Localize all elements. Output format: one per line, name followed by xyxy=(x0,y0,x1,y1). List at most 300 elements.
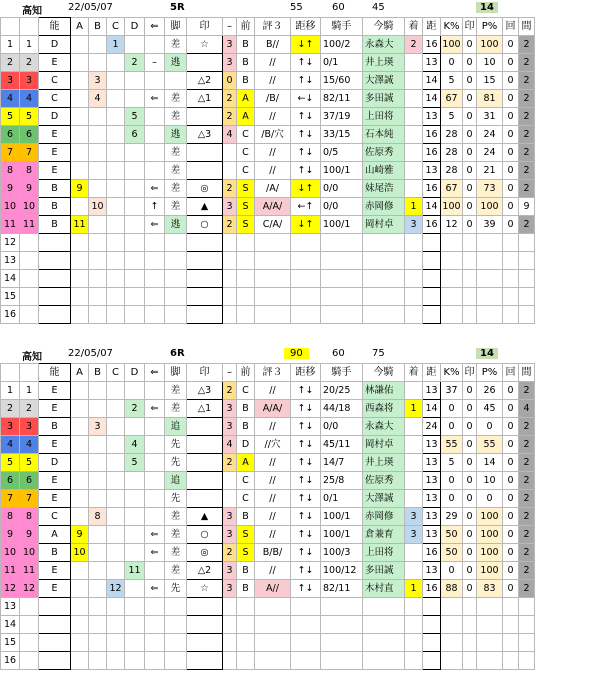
table-row xyxy=(1,436,535,454)
table-row xyxy=(1,382,535,400)
column-header-dist-move: 距移 xyxy=(291,364,321,382)
count: 0 xyxy=(503,382,519,400)
distance: 16 xyxy=(423,144,441,162)
current-jockey xyxy=(363,652,405,670)
ability-grade: B xyxy=(39,418,71,436)
k-percent: 5 xyxy=(441,108,463,126)
rank-b xyxy=(89,216,107,234)
current-jockey: 木村直 xyxy=(363,580,405,598)
k-percent: 29 xyxy=(441,508,463,526)
arrow xyxy=(145,252,165,270)
table-row xyxy=(1,288,535,306)
rank-a: 9 xyxy=(71,180,89,198)
p-percent: 10 xyxy=(477,54,503,72)
rank-b xyxy=(89,562,107,580)
prediction-mark xyxy=(187,652,223,670)
count: 0 xyxy=(503,562,519,580)
dist-move xyxy=(291,252,321,270)
p-percent: 81 xyxy=(477,90,503,108)
arrow xyxy=(145,418,165,436)
m-value xyxy=(223,472,237,490)
running-style xyxy=(165,306,187,324)
i-value xyxy=(463,598,477,616)
distance: 13 xyxy=(423,454,441,472)
finish: 1 xyxy=(405,400,423,418)
ability-grade xyxy=(39,652,71,670)
gate-number xyxy=(20,288,39,306)
dist-move: ←↓ xyxy=(291,90,321,108)
p-percent xyxy=(477,598,503,616)
race-number: 5R xyxy=(170,2,185,13)
horse-number: 12 xyxy=(1,580,20,598)
distance: 13 xyxy=(423,382,441,400)
column-header-i-value: 印 xyxy=(463,18,477,36)
rank-d xyxy=(125,526,145,544)
rank-d xyxy=(125,306,145,324)
p-percent: 39 xyxy=(477,216,503,234)
rank-b xyxy=(89,652,107,670)
distance: 16 xyxy=(423,126,441,144)
arrow xyxy=(145,436,165,454)
table-row xyxy=(1,144,535,162)
interval: 2 xyxy=(519,144,535,162)
eval-3: B// xyxy=(255,36,291,54)
rank-d xyxy=(125,198,145,216)
distance-header: 14 xyxy=(476,2,498,13)
column-header-eval-3: 評３ xyxy=(255,364,291,382)
ability-grade: B xyxy=(39,216,71,234)
rank-d xyxy=(125,616,145,634)
rank-c xyxy=(107,270,125,288)
arrow xyxy=(145,234,165,252)
m-value: 3 xyxy=(223,418,237,436)
rank-b xyxy=(89,382,107,400)
p-percent: 10 xyxy=(477,472,503,490)
column-header-horse-number xyxy=(1,364,20,382)
i-value: 0 xyxy=(463,198,477,216)
ability-grade: E xyxy=(39,382,71,400)
horse-number: 10 xyxy=(1,198,20,216)
i-value xyxy=(463,652,477,670)
column-header-rank-b: B xyxy=(89,364,107,382)
count: 0 xyxy=(503,108,519,126)
front-grade xyxy=(237,234,255,252)
column-header-prediction-mark: 印 xyxy=(187,18,223,36)
rank-d: 4 xyxy=(125,436,145,454)
rank-c xyxy=(107,544,125,562)
count: 0 xyxy=(503,72,519,90)
p-percent: 0 xyxy=(477,418,503,436)
gate-number: 11 xyxy=(20,562,39,580)
rank-c xyxy=(107,382,125,400)
arrow xyxy=(145,490,165,508)
interval xyxy=(519,634,535,652)
ability-grade: B xyxy=(39,180,71,198)
column-header-m-value: – xyxy=(223,364,237,382)
running-style xyxy=(165,72,187,90)
prediction-mark xyxy=(187,270,223,288)
current-jockey xyxy=(363,598,405,616)
m-value xyxy=(223,288,237,306)
p-percent xyxy=(477,616,503,634)
rank-c xyxy=(107,144,125,162)
current-jockey xyxy=(363,306,405,324)
front-grade: A xyxy=(237,108,255,126)
gate-number: 7 xyxy=(20,490,39,508)
rank-d xyxy=(125,382,145,400)
i-value: 0 xyxy=(463,144,477,162)
m-value: 3 xyxy=(223,508,237,526)
horse-number: 16 xyxy=(1,306,20,324)
ability-grade xyxy=(39,288,71,306)
prediction-mark: △1 xyxy=(187,400,223,418)
i-value: 0 xyxy=(463,126,477,144)
arrow xyxy=(145,144,165,162)
rank-a xyxy=(71,580,89,598)
m-value: 3 xyxy=(223,54,237,72)
running-style: 差 xyxy=(165,198,187,216)
running-style: 差 xyxy=(165,180,187,198)
rank-b xyxy=(89,616,107,634)
count: 0 xyxy=(503,472,519,490)
p-percent: 100 xyxy=(477,508,503,526)
distance: 13 xyxy=(423,562,441,580)
rank-b xyxy=(89,36,107,54)
dist-move: ↑↓ xyxy=(291,72,321,90)
current-jockey: 永森大 xyxy=(363,418,405,436)
distance xyxy=(423,598,441,616)
p-percent: 24 xyxy=(477,144,503,162)
column-header-eval-3: 評３ xyxy=(255,18,291,36)
ability-grade xyxy=(39,306,71,324)
distance: 14 xyxy=(423,90,441,108)
dist-move: ↑↓ xyxy=(291,162,321,180)
column-header-arrow: ⇐ xyxy=(145,18,165,36)
k-percent xyxy=(441,234,463,252)
finish: 2 xyxy=(405,36,423,54)
jockey-record xyxy=(321,252,363,270)
rank-c: 12 xyxy=(107,580,125,598)
p-percent: 26 xyxy=(477,382,503,400)
finish xyxy=(405,454,423,472)
eval-3: A/A/ xyxy=(255,400,291,418)
interval: 2 xyxy=(519,418,535,436)
rank-a xyxy=(71,144,89,162)
arrow: – xyxy=(145,54,165,72)
interval: 2 xyxy=(519,90,535,108)
column-header-gate-number xyxy=(20,18,39,36)
front-grade: C xyxy=(237,162,255,180)
front-grade xyxy=(237,270,255,288)
table-row xyxy=(1,234,535,252)
i-value: 0 xyxy=(463,400,477,418)
rank-d: 5 xyxy=(125,454,145,472)
jockey-record: 82/11 xyxy=(321,90,363,108)
rank-d xyxy=(125,652,145,670)
count xyxy=(503,288,519,306)
finish xyxy=(405,418,423,436)
table-row xyxy=(1,36,535,54)
front-grade: D xyxy=(237,436,255,454)
rank-d xyxy=(125,252,145,270)
i-value: 0 xyxy=(463,382,477,400)
front-grade: C xyxy=(237,490,255,508)
prediction-mark xyxy=(187,252,223,270)
i-value: 0 xyxy=(463,472,477,490)
horse-number: 12 xyxy=(1,234,20,252)
jockey-record: 45/11 xyxy=(321,436,363,454)
front-grade: B xyxy=(237,72,255,90)
horse-number: 11 xyxy=(1,562,20,580)
gate-number xyxy=(20,306,39,324)
k-percent: 0 xyxy=(441,490,463,508)
dist-move xyxy=(291,598,321,616)
table-row xyxy=(1,306,535,324)
ability-grade: E xyxy=(39,126,71,144)
rank-c xyxy=(107,652,125,670)
rank-a xyxy=(71,508,89,526)
current-jockey: 岡村卓 xyxy=(363,216,405,234)
current-jockey: 赤岡修 xyxy=(363,198,405,216)
rank-c xyxy=(107,436,125,454)
rank-a: 10 xyxy=(71,544,89,562)
front-grade: A xyxy=(237,454,255,472)
current-jockey xyxy=(363,616,405,634)
prediction-mark: ◎ xyxy=(187,544,223,562)
k-percent xyxy=(441,634,463,652)
distance xyxy=(423,270,441,288)
k-percent: 88 xyxy=(441,580,463,598)
arrow: ⇐ xyxy=(145,400,165,418)
running-style xyxy=(165,634,187,652)
rank-a xyxy=(71,306,89,324)
rank-b xyxy=(89,126,107,144)
current-jockey: 多田誠 xyxy=(363,562,405,580)
running-style: 差 xyxy=(165,526,187,544)
eval-3: /B/穴 xyxy=(255,126,291,144)
running-style: 差 xyxy=(165,382,187,400)
count xyxy=(503,652,519,670)
p-percent xyxy=(477,288,503,306)
ability-grade: D xyxy=(39,454,71,472)
column-header-front-grade: 前 xyxy=(237,364,255,382)
column-header-count: 回 xyxy=(503,364,519,382)
rank-a xyxy=(71,490,89,508)
i-value: 0 xyxy=(463,562,477,580)
gate-number: 10 xyxy=(20,198,39,216)
k-percent: 0 xyxy=(441,400,463,418)
current-jockey: 佐原秀 xyxy=(363,144,405,162)
gate-number xyxy=(20,598,39,616)
horse-number: 7 xyxy=(1,490,20,508)
count: 0 xyxy=(503,216,519,234)
rank-c xyxy=(107,108,125,126)
eval-3: // xyxy=(255,562,291,580)
arrow: ⇐ xyxy=(145,544,165,562)
column-header-rank-c: C xyxy=(107,364,125,382)
column-header-dist-move: 距移 xyxy=(291,18,321,36)
finish xyxy=(405,616,423,634)
interval: 2 xyxy=(519,382,535,400)
horse-number: 16 xyxy=(1,652,20,670)
rank-a xyxy=(71,454,89,472)
finish xyxy=(405,126,423,144)
ability-grade: A xyxy=(39,526,71,544)
column-header-p-percent: P% xyxy=(477,18,503,36)
rank-c: 1 xyxy=(107,36,125,54)
i-value: 0 xyxy=(463,418,477,436)
eval-3: // xyxy=(255,490,291,508)
race-table xyxy=(0,363,535,670)
i-value: 0 xyxy=(463,36,477,54)
dist-move: ↓↑ xyxy=(291,216,321,234)
prediction-mark: △3 xyxy=(187,126,223,144)
current-jockey: 石本純 xyxy=(363,126,405,144)
arrow xyxy=(145,616,165,634)
arrow xyxy=(145,634,165,652)
rank-d xyxy=(125,162,145,180)
rank-b xyxy=(89,472,107,490)
race-table xyxy=(0,17,535,324)
rank-d xyxy=(125,288,145,306)
k-percent: 0 xyxy=(441,472,463,490)
k-percent: 0 xyxy=(441,54,463,72)
interval: 2 xyxy=(519,580,535,598)
k-percent: 0 xyxy=(441,418,463,436)
eval-3: // xyxy=(255,382,291,400)
current-jockey: 倉兼育 xyxy=(363,526,405,544)
rank-b xyxy=(89,234,107,252)
p-percent: 31 xyxy=(477,108,503,126)
rank-c xyxy=(107,90,125,108)
i-value: 0 xyxy=(463,436,477,454)
dist-move: ↑↓ xyxy=(291,526,321,544)
interval: 2 xyxy=(519,508,535,526)
race-date: 22/05/07 xyxy=(68,2,113,13)
jockey-record: 33/15 xyxy=(321,126,363,144)
current-jockey xyxy=(363,288,405,306)
header-row xyxy=(1,364,535,382)
rank-b xyxy=(89,270,107,288)
front-grade: B xyxy=(237,400,255,418)
gate-number xyxy=(20,652,39,670)
rank-a xyxy=(71,616,89,634)
rank-c xyxy=(107,454,125,472)
rank-a xyxy=(71,252,89,270)
jockey-record xyxy=(321,598,363,616)
finish: 1 xyxy=(405,198,423,216)
p-percent: 100 xyxy=(477,526,503,544)
current-jockey: 大澤誠 xyxy=(363,72,405,90)
jockey-record: 0/1 xyxy=(321,54,363,72)
jockey-record: 14/7 xyxy=(321,454,363,472)
rank-a xyxy=(71,162,89,180)
dist-move xyxy=(291,616,321,634)
running-style: 差 xyxy=(165,108,187,126)
prediction-mark: ☆ xyxy=(187,36,223,54)
arrow xyxy=(145,562,165,580)
p-percent xyxy=(477,652,503,670)
arrow xyxy=(145,652,165,670)
eval-3: // xyxy=(255,472,291,490)
interval xyxy=(519,616,535,634)
interval: 2 xyxy=(519,36,535,54)
rank-d xyxy=(125,144,145,162)
interval: 2 xyxy=(519,216,535,234)
horse-number: 10 xyxy=(1,544,20,562)
column-header-interval: 間 xyxy=(519,18,535,36)
horse-number: 15 xyxy=(1,288,20,306)
rank-d: 2 xyxy=(125,400,145,418)
running-style: 先 xyxy=(165,490,187,508)
rank-b: 3 xyxy=(89,72,107,90)
rank-b xyxy=(89,400,107,418)
front-grade xyxy=(237,652,255,670)
rank-a xyxy=(71,36,89,54)
table-row xyxy=(1,490,535,508)
eval-3: // xyxy=(255,54,291,72)
count: 0 xyxy=(503,454,519,472)
prediction-mark: ▲ xyxy=(187,508,223,526)
finish: 3 xyxy=(405,508,423,526)
column-header-k-percent: K% xyxy=(441,364,463,382)
rank-d xyxy=(125,598,145,616)
k-percent xyxy=(441,252,463,270)
horse-number: 9 xyxy=(1,180,20,198)
i-value: 0 xyxy=(463,526,477,544)
m-value: 2 xyxy=(223,454,237,472)
p-percent xyxy=(477,234,503,252)
k-percent: 28 xyxy=(441,144,463,162)
arrow xyxy=(145,162,165,180)
count: 0 xyxy=(503,544,519,562)
eval-3: // xyxy=(255,108,291,126)
rank-a xyxy=(71,400,89,418)
dist-move: ↓↑ xyxy=(291,180,321,198)
interval: 2 xyxy=(519,72,535,90)
race-number: 6R xyxy=(170,348,185,359)
column-header-finish: 着 xyxy=(405,364,423,382)
m-value xyxy=(223,252,237,270)
rank-d xyxy=(125,508,145,526)
i-value xyxy=(463,306,477,324)
p-percent: 83 xyxy=(477,580,503,598)
race-5r xyxy=(0,0,605,324)
rank-b xyxy=(89,288,107,306)
horse-number: 8 xyxy=(1,162,20,180)
distance: 13 xyxy=(423,436,441,454)
jockey-record: 37/19 xyxy=(321,108,363,126)
m-value xyxy=(223,234,237,252)
current-jockey: 林謙佑 xyxy=(363,382,405,400)
running-style: 差 xyxy=(165,544,187,562)
running-style xyxy=(165,598,187,616)
venue-name: 高知 xyxy=(22,352,42,363)
distance: 14 xyxy=(423,198,441,216)
i-value: 0 xyxy=(463,216,477,234)
horse-number: 11 xyxy=(1,216,20,234)
front-grade: C xyxy=(237,382,255,400)
i-value xyxy=(463,234,477,252)
count xyxy=(503,270,519,288)
interval: 2 xyxy=(519,454,535,472)
p-percent xyxy=(477,252,503,270)
count: 0 xyxy=(503,54,519,72)
ability-grade xyxy=(39,234,71,252)
ability-grade: E xyxy=(39,54,71,72)
horse-number: 13 xyxy=(1,598,20,616)
ability-grade: B xyxy=(39,544,71,562)
